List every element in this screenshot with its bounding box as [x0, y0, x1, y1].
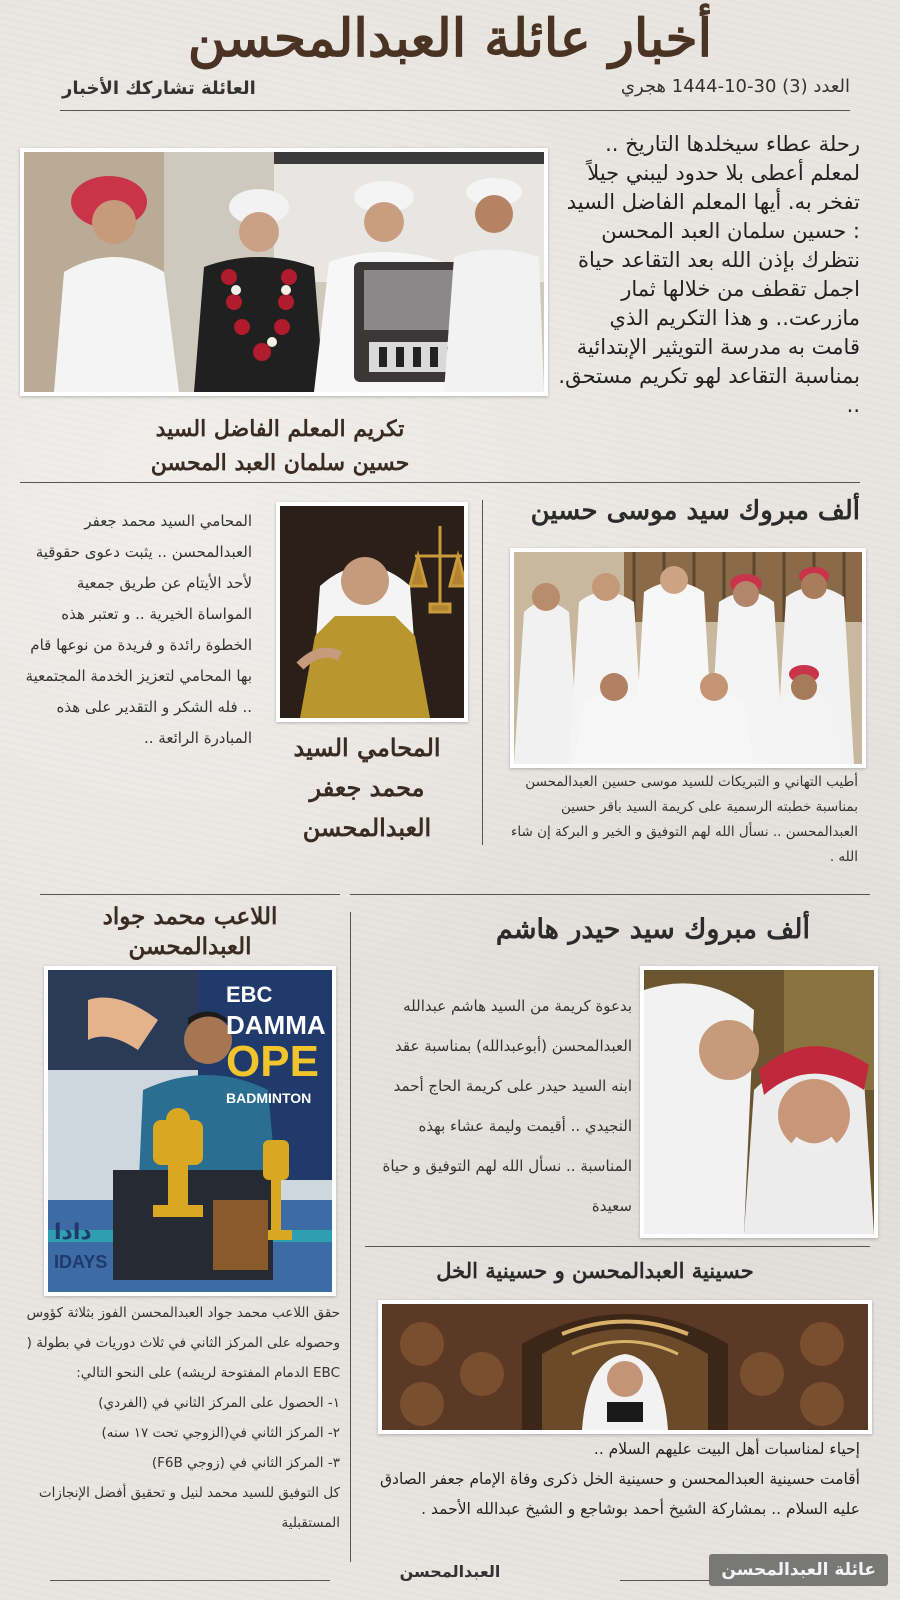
- story5-headline: [40, 902, 340, 962]
- masthead-divider: [60, 110, 850, 111]
- story1-photo: [20, 148, 548, 396]
- story6-photo: [378, 1300, 872, 1434]
- story3-text: المحامي السيد محمد جعفر العبدالمحسن .. يثبت دعوى حقوقية لأحد الأيتام عن طريق جمعية المواساة الخيرية .. و تعتبر هذه الخطوة رائدة و فريدة من نوعها قام بها المحامي لتعزيز الخدمة المجتمعية .. فله الشكر و التقدير على هذه المبادرة الرائعة ..: [25, 512, 252, 747]
- story2-text: أطيب التهاني و التبريكات للسيد موسى حسين العبدالمحسن بمناسبة خطبته الرسمية على كريمة السيد باقر حسين العبدالمحسن .. نسأل الله لهم التوفيق و الخير و البركة إن شاء الله .: [511, 774, 858, 865]
- story5-item-2: ٢- المركز الثاني في(الزوجي تحت ١٧ سنه): [101, 1425, 340, 1441]
- story3-caption-line3: العبدالمحسن: [302, 813, 432, 842]
- story2-photo: [510, 548, 866, 768]
- story5-headline-line1: اللاعب محمد جواد: [102, 903, 278, 930]
- story5-text: [14, 1298, 340, 1538]
- story3-caption-line2: محمد جعفر: [309, 773, 425, 802]
- story6-headline: حسينية العبدالمحسن و حسينية الخل: [436, 1258, 754, 1283]
- story5-headline-line2: العبدالمحسن: [128, 933, 252, 960]
- story1-caption: [60, 412, 500, 480]
- story5-item-1: ١- الحصول على المركز الثاني في (الفردي): [98, 1395, 340, 1411]
- story1-caption-line1: تكريم المعلم الفاضل السيد: [155, 416, 405, 442]
- divider-4: [365, 1246, 870, 1247]
- story2-headline: ألف مبروك سيد موسى حسين: [530, 496, 860, 526]
- footer-family-name: العبدالمحسن: [399, 1562, 501, 1581]
- issue-info: العدد (3) 30-10-1444 هجري: [620, 76, 850, 97]
- story6-text-rest: أقامت حسينية العبدالمحسن و حسينية الخل ذكرى وفاة الإمام جعفر الصادق عليه السلام .. بمشاركة الشيخ أحمد بوشاجع و الشيخ عبدالله الأحمد .: [380, 1470, 860, 1518]
- tagline: العائلة تشاركك الأخبار: [62, 78, 256, 99]
- story5-closing: كل التوفيق للسيد محمد لنيل و تحقيق أفضل الإنجازات المستقبلية: [38, 1485, 340, 1531]
- divider-1: [20, 482, 860, 483]
- banner-arabic: دادا: [54, 1220, 92, 1245]
- story5-item-3: ٣- المركز الثاني في (زوجي F6B): [151, 1455, 340, 1471]
- story4-photo: [640, 966, 878, 1238]
- divider-vertical-1: [482, 500, 483, 845]
- banner-ebc: EBC: [226, 982, 273, 1007]
- watermark: عائلة العبدالمحسن: [709, 1554, 888, 1586]
- story4-text: بدعوة كريمة من السيد هاشم عبدالله العبدالمحسن (أبوعبدالله) بمناسبة عقد ابنه السيد حيدر على كريمة الحاج أحمد النجيدي .. أقيمت وليمة عشاء بهذه المناسبة .. نسأل الله لهم التوفيق و حياة سعيدة: [382, 997, 632, 1215]
- banner-open: OPE: [226, 1037, 319, 1086]
- banner-badminton: BADMINTON: [226, 1090, 312, 1106]
- divider-vertical-2: [350, 912, 351, 1562]
- story6-text: [370, 1434, 860, 1524]
- story3-caption-line1: المحامي السيد: [293, 733, 441, 762]
- story1-caption-line2: حسين سلمان العبد المحسن: [150, 450, 410, 476]
- divider-3: [350, 894, 870, 895]
- story5-intro: حقق اللاعب محمد جواد العبدالمحسن الفوز بثلاثة كؤوس وحصوله على المركز الثاني في ثلاث دوريات في بطولة ( EBC الدمام المفتوحة لريشه) على النحو التالي:: [26, 1305, 340, 1381]
- story3-caption: [272, 728, 462, 848]
- story5-photo: [44, 966, 336, 1296]
- masthead-title: أخبار عائلة العبدالمحسن: [187, 8, 713, 69]
- story1-text: رحلة عطاء سيخلدها التاريخ .. لمعلم أعطى بلا حدود ليبني جيلاً تفخر به. أيها المعلم الفاضل السيد : حسين سلمان العبد المحسن نتظرك بإذن الله بعد التقاعد حياة اجمل تقطف من خلالها ثمار مازرعت.. و هذا التكريم الذي قامت به مدرسة التويثير الإبتدائية بمناسبة التقاعد لهو تكريم مستحق. ..: [558, 132, 860, 417]
- story4-headline: ألف مبروك سيد حيدر هاشم: [495, 914, 810, 945]
- story6-text-line1: إحياء لمناسبات أهل البيت عليهم السلام ..: [593, 1440, 860, 1458]
- divider-2: [40, 894, 340, 895]
- banner-dammam: DAMMA: [226, 1010, 326, 1040]
- banner-idays: IDAYS: [54, 1252, 108, 1272]
- story3-photo: [276, 502, 468, 722]
